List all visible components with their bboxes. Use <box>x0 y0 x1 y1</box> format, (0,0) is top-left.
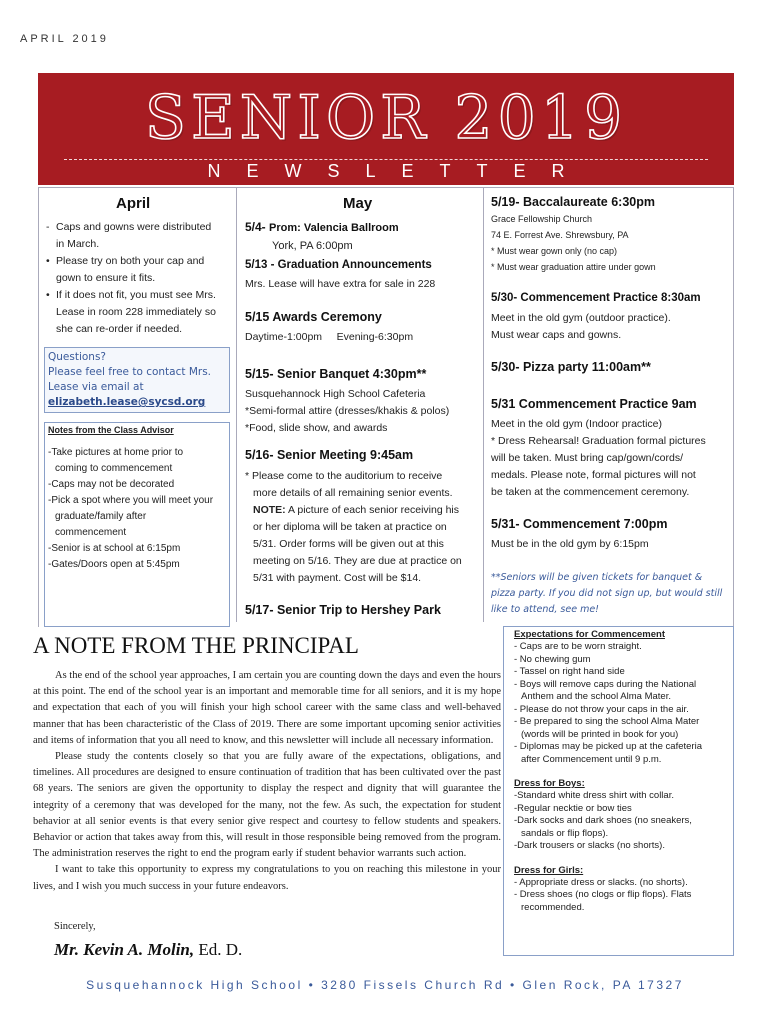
dress-girls-item: - Appropriate dress or slacks. (no shorts). <box>514 876 688 888</box>
principal-signature: Mr. Kevin A. Molin, Ed. D. <box>54 940 243 959</box>
contact-email-link[interactable]: elizabeth.lease@sycsd.org <box>48 396 206 408</box>
expectation-item: - Caps are to be worn straight. <box>514 641 642 652</box>
practice-830-details: Meet in the old gym (outdoor practice). Must wear caps and gowns. <box>491 312 671 341</box>
banquet-heading: 5/15- Senior Banquet 4:30pm** <box>245 367 427 381</box>
awards-heading: 5/15 Awards Ceremony <box>245 310 382 324</box>
masthead-title: SENIOR 2019 <box>144 83 628 153</box>
column-top-rule <box>38 187 734 188</box>
tickets-note: **Seniors will be given tickets for banquet & pizza party. If you did not sign up, but would still like to attend, see me! <box>491 572 723 615</box>
dress-boys-item: -Regular necktie or bow ties <box>514 802 632 814</box>
baccalaureate-heading: 5/19- Baccalaureate 6:30pm <box>491 195 655 209</box>
masthead-banner <box>38 73 734 185</box>
advisor-note: -Caps may not be decorated <box>48 479 175 490</box>
banquet-details: Susquehannock High School Cafeteria *Semi-formal attire (dresses/khakis & polos) *Food, slide show, and awards <box>245 388 450 434</box>
masthead-divider <box>64 159 708 160</box>
principal-paragraph: As the end of the school year approaches, I am certain you are counting down the days and even the hours at this point. The end of the school year is an important and memorable time for all seniors, and it is my hope and expectation that each of you will finish your high school career with the same class and well-behaved manner that has been characteristic of the Class of 2019. There are some important upcoming senior activities and items of information that you all need to know, and this newsletter will include all necessary information. <box>33 670 501 746</box>
column-right-rule <box>733 187 734 627</box>
advisor-note: graduate/family after <box>55 511 147 522</box>
dress-boys-item: -Dark trousers or slacks (no shorts). <box>514 840 665 851</box>
advisor-note: -Pick a spot where you will meet your <box>48 495 214 506</box>
april-item: • If it does not fit, you must see Mrs. Lease in room 228 immediately so she can re-order if needed. <box>46 289 216 335</box>
principal-paragraph: I want to take this opportunity to express my congratulations to you on reaching this milestone in your lives, and I wish you much success in your future endeavors. <box>33 864 501 892</box>
commencement-heading: 5/31- Commencement 7:00pm <box>491 517 668 531</box>
dress-boys-title: Dress for Boys: <box>514 778 585 789</box>
grad-announcements-text: Mrs. Lease will have extra for sale in 228 <box>245 278 436 290</box>
dress-boys-item: -Standard white dress shirt with collar. <box>514 790 674 801</box>
expectation-item: - No chewing gum <box>514 653 591 665</box>
column-divider-1 <box>236 187 237 622</box>
principal-paragraph: Please study the contents closely so that you are fully aware of the expectations, obligations, and timelines. All procedures are designed to ensure continuation of tradition that has been cultivated over the past 68 years. The seniors are given the opportunity to display the respect and dignity that will guarantee the integrity of a ceremony that was developed for the many, not the few. As such, the expectation for student behavior at all senior events is that every senior give respect and courtesy to fellow students and speakers. Behavior or action that takes away from this, will result in those responsible being removed from the program. The administration reserves the right to end the program early if student behavior warrants such action. <box>33 751 501 860</box>
advisor-note: commencement <box>55 527 127 538</box>
may-heading: May <box>343 195 373 212</box>
expectations-box <box>503 626 734 956</box>
questions-text: Please feel free to contact Mrs. <box>48 366 212 378</box>
advisor-note: -Senior is at school at 6:15pm <box>48 543 181 554</box>
expectation-item: (words will be printed in book for you) <box>521 728 679 740</box>
prom-detail: York, PA 6:00pm <box>272 240 353 252</box>
prom-heading: 5/4- Prom: Valencia Ballroom <box>245 220 399 234</box>
questions-heading: Questions? <box>48 351 107 363</box>
advisor-notes-box <box>44 422 230 627</box>
baccalaureate-details: Grace Fellowship Church 74 E. Forrest Ave. Shrewsbury, PA * Must wear gown only (no cap) * Must wear graduation attire under gown <box>491 214 656 272</box>
expectation-item: - Be prepared to sing the school Alma Mater <box>514 716 700 727</box>
dress-girls-item: recommended. <box>521 901 585 913</box>
dress-girls-item: - Dress shoes (no clogs or flip flops). Flats <box>514 889 692 900</box>
expectation-item: Anthem and the school Alma Mater. <box>521 691 671 702</box>
dress-boys-item: -Dark socks and dark shoes (no sneakers, <box>514 815 692 826</box>
expectation-item: - Please do not throw your caps in the air. <box>514 703 689 715</box>
advisor-note: -Take pictures at home prior to <box>48 447 184 458</box>
expectation-item: - Boys will remove caps during the National <box>514 678 697 690</box>
april-heading: April <box>116 195 151 212</box>
questions-box <box>44 347 230 413</box>
expectation-item: after Commencement until 9 p.m. <box>521 753 662 765</box>
dress-girls-title: Dress for Girls: <box>514 864 584 876</box>
hershey-trip-heading: 5/17- Senior Trip to Hershey Park <box>245 603 441 617</box>
advisor-note: coming to commencement <box>55 463 173 474</box>
dress-boys-item: sandals or flip flops). <box>521 827 609 839</box>
meeting-details: * Please come to the auditorium to receive more details of all remaining senior events. NOTE: A picture of each senior receiving his or her diploma will be taken at practice on 5/31. Order forms will be given out at this meeting on 5/16. They are due at practice on 5/31 with payment. Cost will be $14. <box>245 470 462 584</box>
masthead-subtitle: NEWSLETTER <box>207 161 591 181</box>
principal-note-heading: A NOTE FROM THE PRINCIPAL <box>33 633 359 658</box>
closing: Sincerely, <box>54 921 96 932</box>
april-list <box>46 219 232 338</box>
expectation-item: - Diplomas may be picked up at the cafeteria <box>514 741 702 752</box>
advisor-notes-title: Notes from the Class Advisor <box>48 425 174 435</box>
expectations-title: Expectations for Commencement <box>514 629 665 640</box>
expectation-item: - Tassel on right hand side <box>514 666 625 677</box>
pizza-party-heading: 5/30- Pizza party 11:00am** <box>491 360 651 374</box>
april-item: - Caps and gowns were distributed in March. <box>46 221 212 250</box>
meeting-heading: 5/16- Senior Meeting 9:45am <box>245 448 414 462</box>
questions-text: Lease via email at <box>48 381 144 393</box>
practice-9am-details: Meet in the old gym (Indoor practice) * Dress Rehearsal! Graduation formal pictures will be taken. Must bring cap/gown/cords/ medals. Please note, formal pictures will not be taken at the commencement ceremony. <box>491 418 706 498</box>
commencement-details: Must be in the old gym by 6:15pm <box>491 538 649 550</box>
principal-note-body <box>33 668 501 895</box>
april-item: • Please try on both your cap and gown to ensure it fits. <box>46 255 205 284</box>
practice-9am-heading: 5/31 Commencement Practice 9am <box>491 397 697 411</box>
awards-times: Daytime-1:00pm Evening-6:30pm <box>245 331 414 343</box>
practice-830-heading: 5/30- Commencement Practice 8:30am <box>491 292 701 304</box>
grad-announcements-heading: 5/13 - Graduation Announcements <box>245 259 432 271</box>
column-divider-2 <box>483 187 484 622</box>
advisor-note: -Gates/Doors open at 5:45pm <box>48 559 180 570</box>
column-left-rule <box>38 187 39 627</box>
school-address-footer: Susquehannock High School • 3280 Fissels Church Rd • Glen Rock, PA 17327 <box>86 978 684 992</box>
issue-date: APRIL 2019 <box>20 33 109 45</box>
